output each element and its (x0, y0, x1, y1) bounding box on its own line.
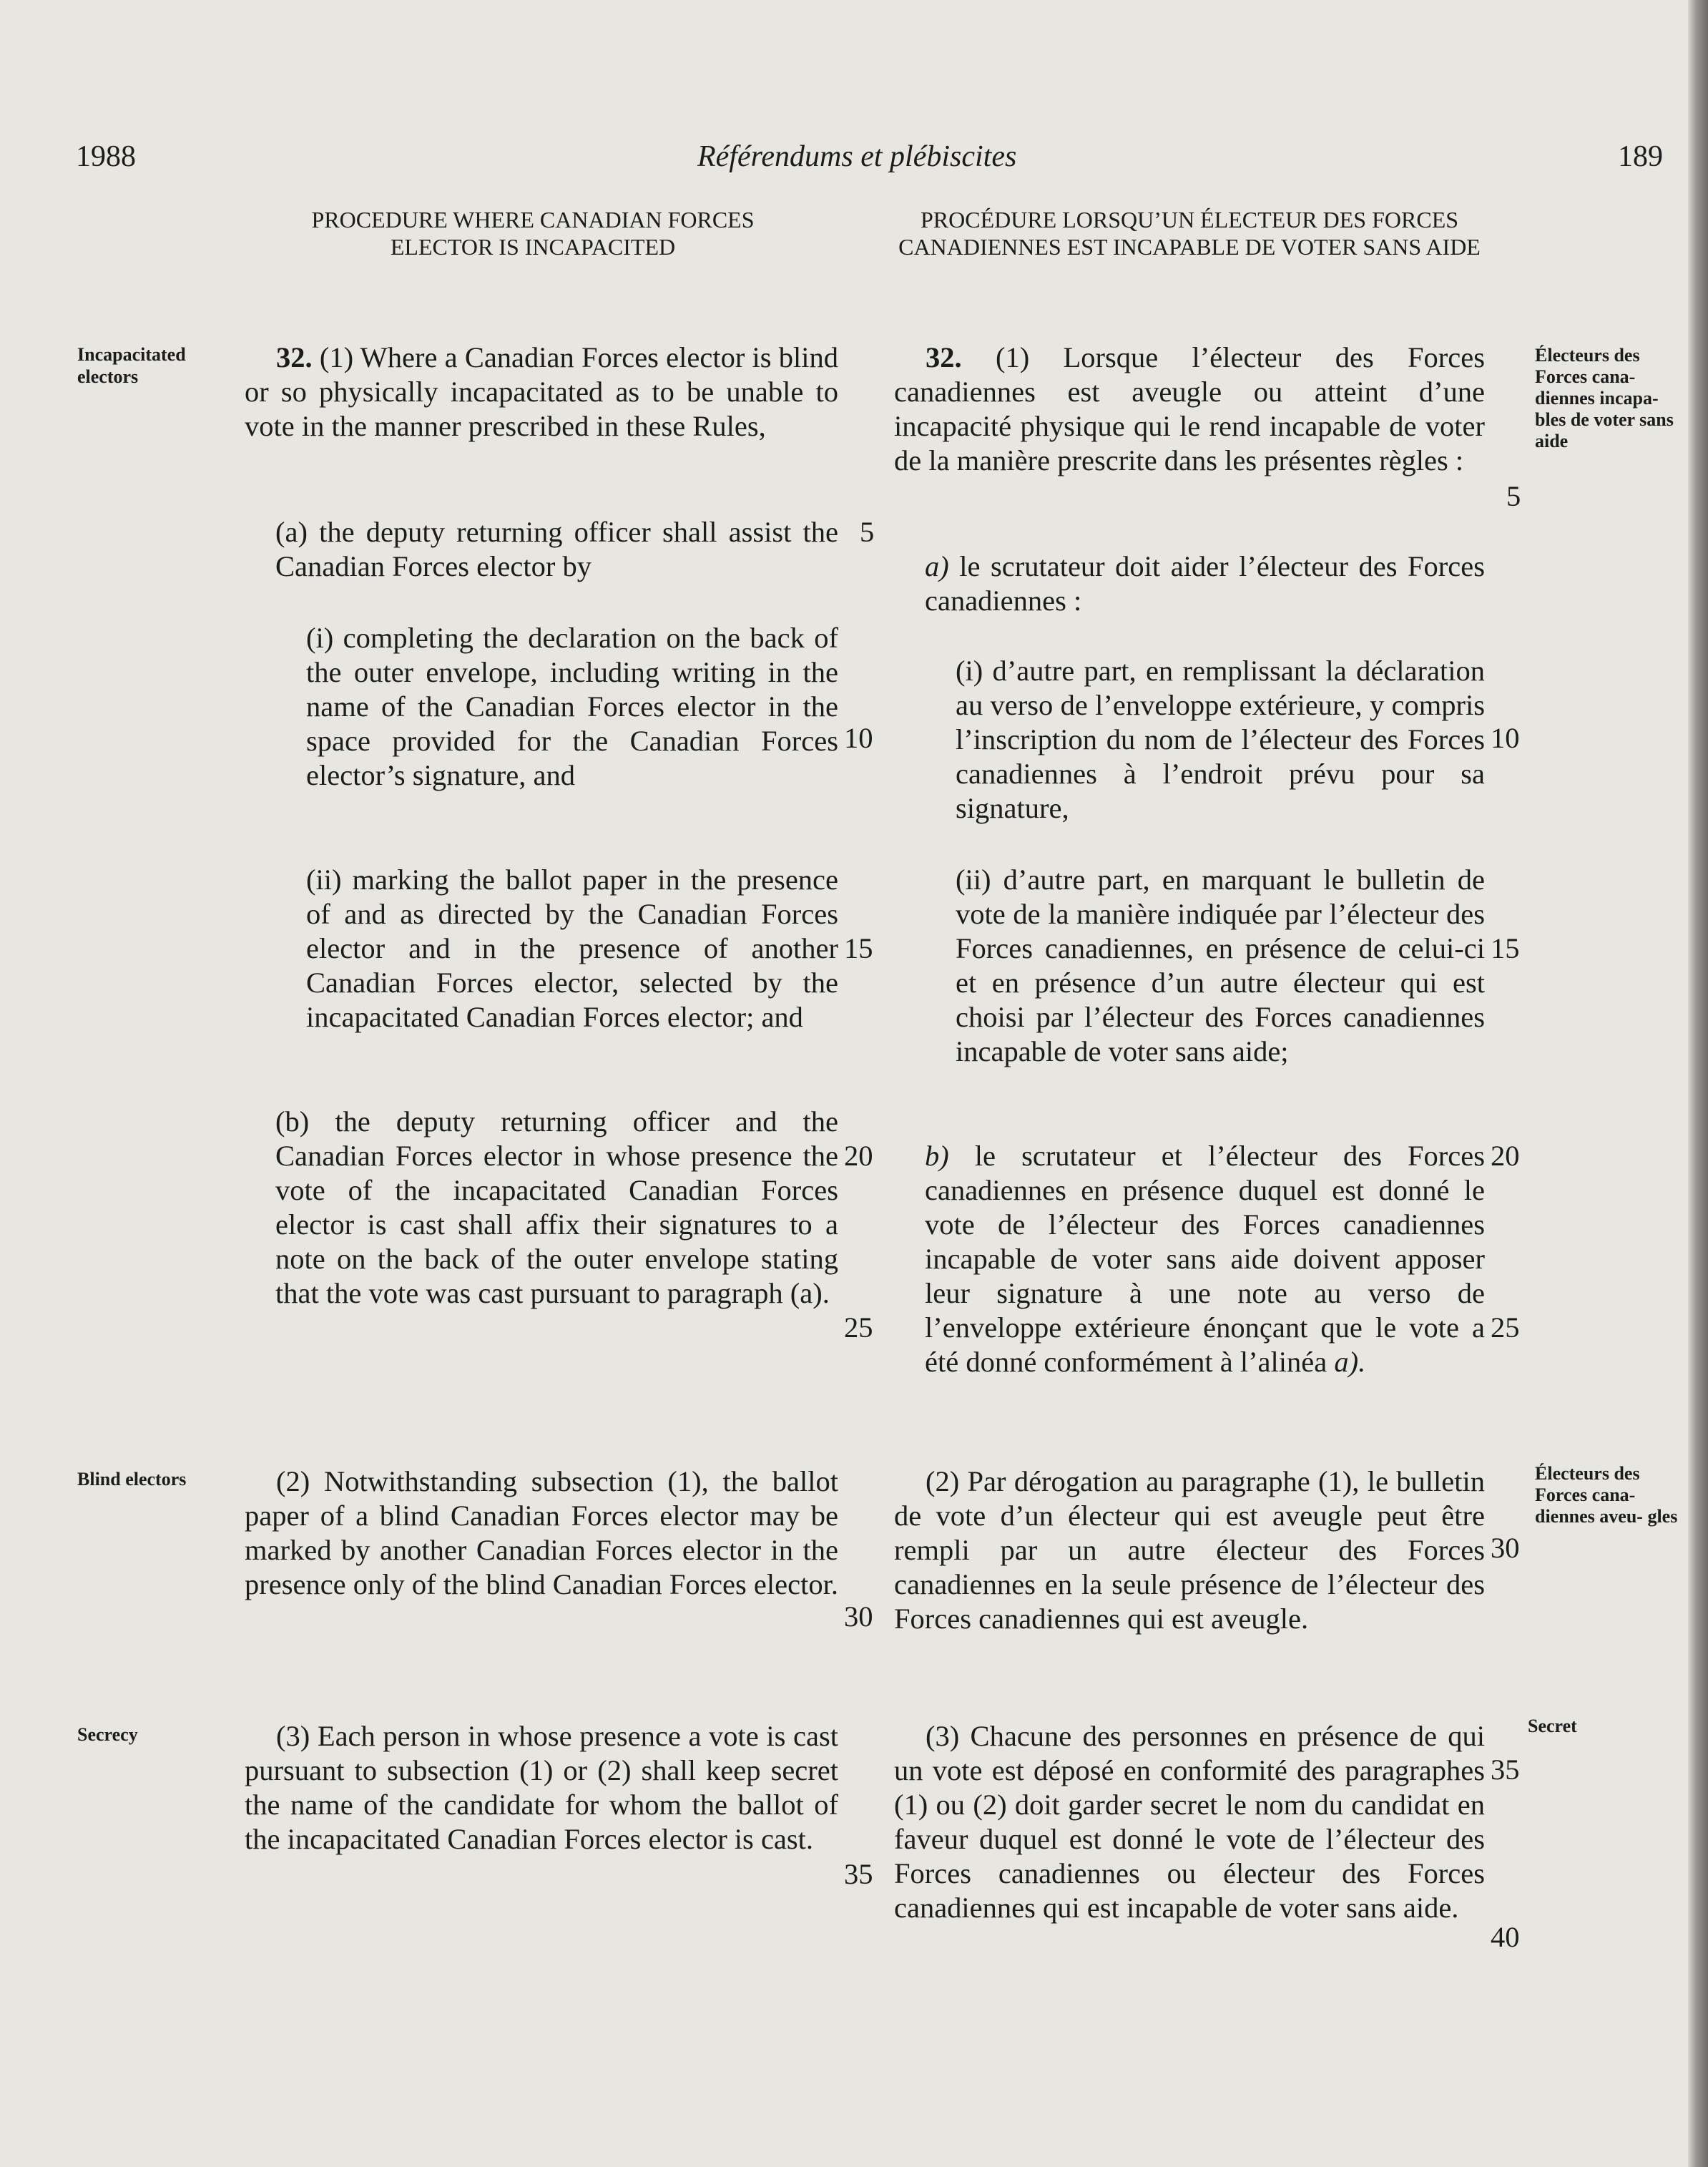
fr-s3: (3) Chacune des personnes en présence de qui un vote est déposé en conformité des paragraphes (1) ou (2) doit garder secret le nom du candidat en faveur duquel est donné le vote de l’électeur des Forces canadiennes ou électeur des Forces canadiennes qui est incapable de voter sans aide. (894, 1720, 1485, 1924)
fr-s32-text: (1) Lorsque l’électeur des Forces canadiennes est aveugle ou atteint d’une incapacité physique qui le rend incapable de voter de la manière prescrite dans les présentes règles : (894, 341, 1486, 476)
en-a-text: the deputy returning officer shall assist the Canadian Forces elector by (275, 516, 838, 582)
en-section-number: 32. (276, 341, 313, 373)
fr-s2: (2) Par dérogation au paragraphe (1), le bulletin de vote d’un électeur qui est aveugle peut être rempli par un autre électeur des Forces canadiennes en la seule présence de l’électeur des Forces canadiennes qui est aveugle. (894, 1465, 1485, 1635)
line-number: 10 (844, 722, 873, 754)
line-number: 35 (1491, 1753, 1520, 1786)
line-number: 25 (1491, 1311, 1520, 1344)
margin-note-fr-secrecy: Secret (1528, 1716, 1577, 1736)
page-edge (1688, 0, 1708, 2167)
heading-en: PROCEDURE WHERE CANADIAN FORCES ELECTOR IS INCAPACITED (311, 207, 755, 260)
fr-a-label: a) (925, 550, 949, 582)
fr-b-ref: a). (1334, 1346, 1366, 1378)
margin-note-fr-blind: Électeurs des Forces cana- diennes aveu- gles (1535, 1463, 1678, 1527)
fr-section-number: 32. (926, 341, 962, 373)
line-number: 5 (1506, 480, 1521, 512)
line-number: 20 (1491, 1140, 1520, 1172)
en-s3: (3) Each person in whose presence a vote is cast pursuant to subsection (1) or (2) shall keep secret the name of the candidate for whom the ballot of the incapacitated Canadian Forces elector is cast. (245, 1720, 838, 1855)
line-number: 35 (844, 1858, 873, 1890)
fr-b-text: le scrutateur et l’électeur des Forces canadiennes en présence duquel est donné le vote de l’électeur des Forces canadiennes incapable de voter sans aide doivent apposer leur signature à une note au verso de l’enveloppe extérieure énonçant que le vote a été donné conformément à l’alinéa (925, 1140, 1485, 1378)
en-s2: (2) Notwithstanding subsection (1), the ballot paper of a blind Canadian Forces elector may be marked by another Canadian Forces elector in the presence only of the blind Canadian Forces elector. (245, 1465, 838, 1600)
page-number: 189 (1618, 140, 1663, 173)
line-number: 15 (1491, 932, 1520, 964)
line-number: 40 (1491, 1921, 1520, 1953)
margin-note-fr-incapacitated: Électeurs des Forces cana- diennes incapa- bles de voter sans aide (1535, 345, 1674, 451)
header-year: 1988 (76, 140, 136, 173)
line-number: 25 (844, 1311, 873, 1344)
fr-para-a-ii: (ii) d’autre part, en marquant le bulletin de vote de la manière indiquée par l’électeur des Forces canadiennes, en présence de celui-ci et en présence d’un autre électeur qui est choisi par l’électeur des Forces canadiennes incapable de voter sans aide; (956, 864, 1485, 1067)
en-para-a (275, 515, 838, 584)
fr-b-label: b) (925, 1140, 949, 1172)
line-number: 30 (1491, 1532, 1520, 1564)
en-para-a-i: (i) completing the declaration on the back of the outer envelope, including writing in the name of the Canadian Forces elector in the space provided for the Canadian Forces elector’s signature, and (306, 622, 838, 791)
en-a-label: (a) (275, 516, 308, 548)
heading-fr: PROCÉDURE LORSQU’UN ÉLECTEUR DES FORCES CANADIENNES EST INCAPABLE DE VOTER SANS AIDE (898, 207, 1481, 260)
en-b-label: (b) (275, 1105, 310, 1138)
margin-note-incapacitated: Incapacitated electors (77, 344, 186, 387)
en-para-b (275, 1105, 838, 1311)
en-s32-text: (1) Where a Canadian Forces elector is blind or so physically incapacitated as to be unable to vote in the manner prescribed in these Rules, (245, 341, 838, 442)
en-b-ref: (a). (790, 1277, 830, 1309)
header-title: Référendums et plébiscites (697, 140, 1017, 173)
line-number: 20 (844, 1140, 873, 1172)
fr-s32-intro (894, 341, 1485, 478)
en-para-a-ii: (ii) marking the ballot paper in the presence of and as directed by the Canadian Forces elector and in the presence of another Canadian Forces elector, selected by the incapacitated Canadian Forces elector; and (306, 864, 838, 1033)
line-number: 5 (860, 516, 875, 548)
line-number: 10 (1491, 722, 1520, 754)
fr-a-text: le scrutateur doit aider l’électeur des Forces canadiennes : (925, 550, 1486, 617)
en-s32-intro (245, 341, 838, 444)
fr-para-b (925, 1139, 1485, 1379)
line-number: 30 (844, 1600, 873, 1633)
margin-note-secrecy: Secrecy (77, 1724, 138, 1745)
line-number: 15 (844, 932, 873, 964)
en-b-text: the deputy returning officer and the Canadian Forces elector in whose presence the vote of the incapacitated Canadian Forces elector is cast shall affix their signatures to a note on the back of the outer envelope stating that the vote was cast pursuant to paragraph (275, 1105, 838, 1309)
fr-para-a (925, 549, 1485, 618)
fr-para-a-i: (i) d’autre part, en remplissant la déclaration au verso de l’enveloppe extérieure, y compris l’inscription du nom de l’électeur des Forces canadiennes à l’endroit prévu pour sa signature, (956, 655, 1485, 824)
margin-note-blind: Blind electors (77, 1469, 187, 1489)
